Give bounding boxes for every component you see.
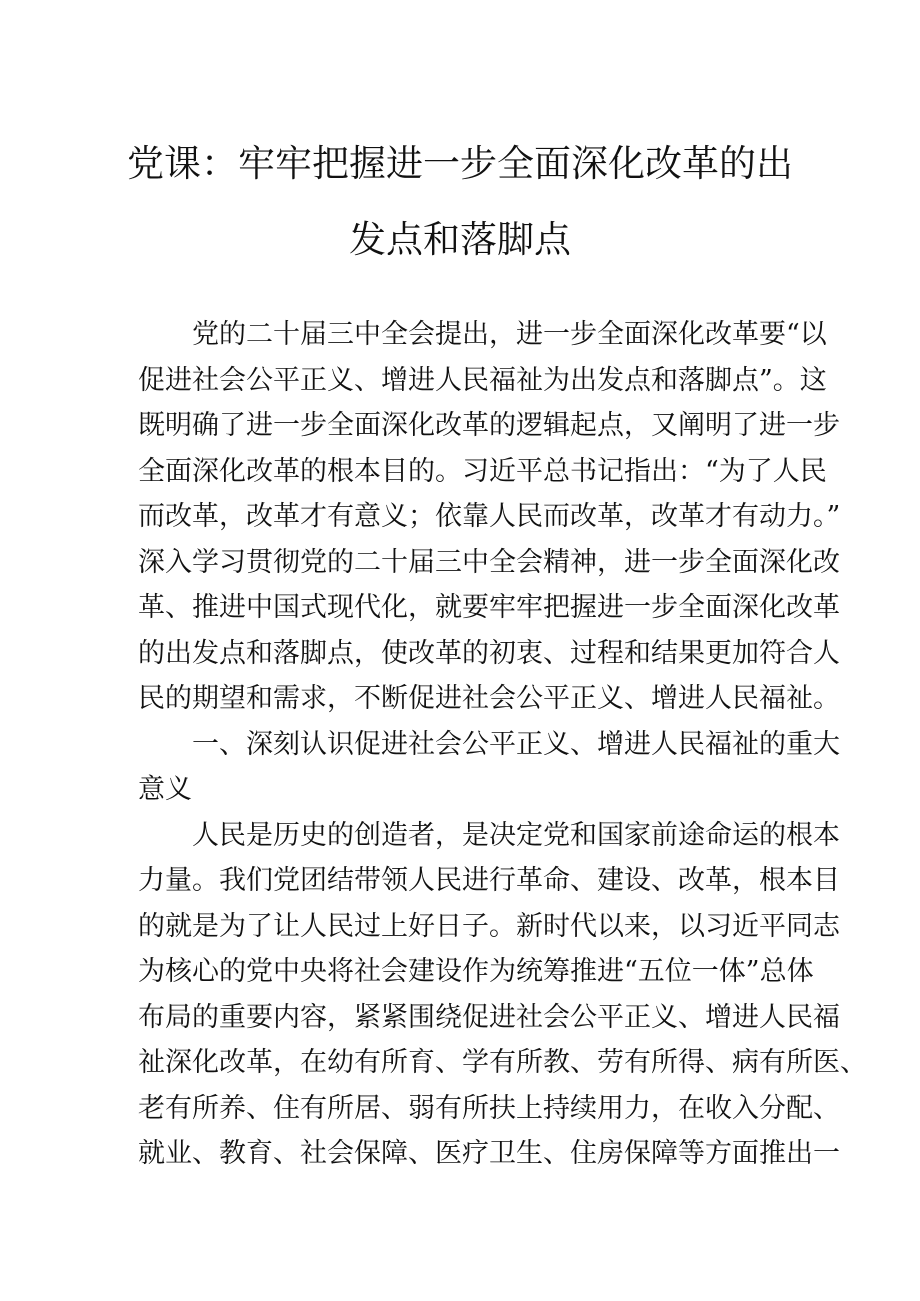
document-body xyxy=(138,312,867,1177)
document-title-line-1: 党课：牢牢把握进一步全面深化改革的出 xyxy=(127,142,793,185)
body-line: 祉深化改革，在幼有所育、学有所教、劳有所得、病有所医、 xyxy=(138,1047,867,1078)
body-line: 而改革，改革才有意义；依靠人民而改革，改革才有动力。” xyxy=(138,501,841,532)
body-line: 就业、教育、社会保障、医疗卫生、住房保障等方面推出一 xyxy=(138,1138,840,1169)
body-line: 全面深化改革的根本目的。习近平总书记指出：“为了人民 xyxy=(138,455,827,487)
section-heading-line: 意义 xyxy=(138,774,192,805)
body-line: 党的二十届三中全会提出，进一步全面深化改革要“以 xyxy=(192,319,827,350)
body-line: 既明确了进一步全面深化改革的逻辑起点，又阐明了进一步 xyxy=(138,410,840,441)
body-line: 力量。我们党团结带领人民进行革命、建设、改革，根本目 xyxy=(138,865,840,896)
body-line: 的就是为了让人民过上好日子。新时代以来，以习近平同志 xyxy=(138,910,840,942)
body-line: 布局的重要内容，紧紧围绕促进社会公平正义、增进人民福 xyxy=(138,1001,840,1033)
body-line: 民的期望和需求，不断促进社会公平正义、增进人民福祉。 xyxy=(138,683,840,714)
body-line: 人民是历史的创造者，是决定党和国家前途命运的根本 xyxy=(192,819,840,851)
body-line: 革、推进中国式现代化，就要牢牢把握进一步全面深化改革 xyxy=(138,592,840,623)
body-line: 深入学习贯彻党的二十届三中全会精神，进一步全面深化改 xyxy=(138,546,840,578)
document-title-line-2: 发点和落脚点 xyxy=(349,218,571,261)
section-heading-line: 一、深刻认识促进社会公平正义、增进人民福祉的重大 xyxy=(192,728,840,760)
body-line: 的出发点和落脚点，使改革的初衷、过程和结果更加符合人 xyxy=(138,637,840,669)
body-line: 老有所养、住有所居、弱有所扶上持续用力，在收入分配、 xyxy=(138,1092,840,1124)
body-line: 促进社会公平正义、增进人民福祉为出发点和落脚点”。这 xyxy=(138,364,827,396)
body-line: 为核心的党中央将社会建设作为统筹推进“五位一体”总体 xyxy=(138,956,814,987)
